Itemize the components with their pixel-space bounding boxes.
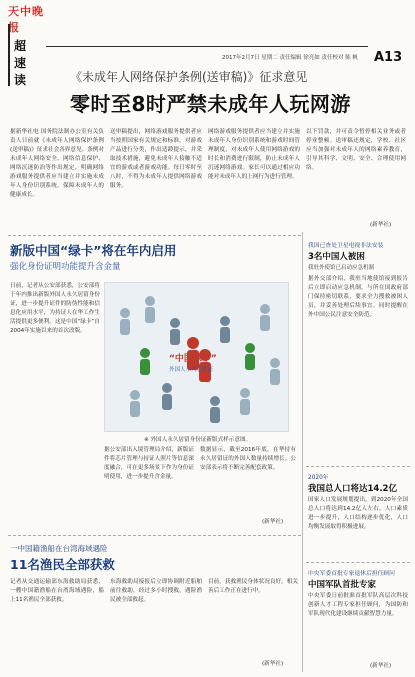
fishermen-kicker: 一中国籍渔船在台湾海域遇险 bbox=[10, 544, 108, 553]
green-card-photo bbox=[104, 282, 289, 432]
sidebar-title-2: 我国总人口将达14.2亿 bbox=[308, 484, 397, 494]
lead-column-3: 网络游戏服务提供者应当建立并实施未成年人身份识别系统和游戏时间管理制度，对未成年人使用网络游戏的时长和消费进行限制，防止未成年人沉迷网络游戏。家长可以通过相应功能对未成年人的上网行为进行管理。 bbox=[208, 129, 300, 180]
sidebar-text-3: 中央军委日前批准首批军队高层次科技创新人才工程专家担任顾问，为国防和军队现代化建设继续贡献智慧力量。 bbox=[308, 593, 408, 617]
sidebar-text-1: 据外交部介绍，我驻当地使馆接到报告后立即启动应急机制，与所在国政府部门保持密切联系，要求全力搜救被困人员，并妥善处理后续事宜。同时提醒在外中国公民注意安全防范。 bbox=[308, 276, 408, 318]
page-number: A13 bbox=[374, 50, 403, 65]
header-rule bbox=[46, 46, 368, 47]
sidebar-byline: (新华社) bbox=[370, 663, 392, 669]
section-label-line2: 速读 bbox=[14, 56, 27, 87]
sidebar-title-3: 中国军队首批专家 bbox=[308, 580, 377, 590]
sidebar-kicker-1: 我国已查处卫星电视非法安装 bbox=[308, 243, 384, 249]
divider bbox=[306, 466, 410, 467]
lead-kicker: 《未成年人网络保护条例(送审稿)》征求意见 bbox=[70, 70, 308, 84]
fishermen-column-1: 记者从交通运输部东海救助局获悉，一艘中国籍渔船在台湾海域遇险，船上11名渔民全部获救。 bbox=[10, 579, 104, 603]
divider bbox=[8, 235, 301, 236]
photo-sublabel: 外国人永久居留证 bbox=[169, 367, 214, 373]
green-card-column-1: 日前，记者从公安部获悉，公安部将于年内推出新版外国人永久居留身份证，进一步提升证件的防伪性能和信息化应用水平，为持证人在华工作生活提供更多便利。这是中国“绿卡”自2004年实施以来的首次改版。 bbox=[10, 283, 100, 334]
green-card-column-3: 数据显示，截至2016年底，在华持有永久居留证的外国人数量持续增长。公安部表示将不断完善配套政策。 bbox=[200, 447, 296, 471]
section-label-line1: 超 bbox=[14, 39, 27, 53]
photo-caption: ※ 外国人永久居留身份证新版式样示意图。 bbox=[144, 437, 252, 443]
sidebar-text-2: 国家人口发展规划提出，到2020年全国总人口将达到14.2亿人左右，人口素质进一步提升，人口结构逐步优化，人口均衡发展取得积极进展。 bbox=[308, 497, 408, 530]
divider bbox=[8, 535, 301, 536]
sidebar-subtitle-1: 我驻外使馆已启动应急机制 bbox=[308, 265, 375, 271]
header-meta: 2017年2月7日 星期二 责任编辑 徐亮如 责任校对 陈 帆 bbox=[222, 55, 358, 61]
fishermen-column-3: 目前，获救渔民身体状况良好，相关善后工作正在进行中。 bbox=[208, 579, 298, 594]
lead-byline: (新华社) bbox=[370, 222, 392, 228]
lead-column-4: 以下罚款，并可责令暂停相关业务或者停业整顿。送审稿还规定，学校、社区应当加强对未成年人的网络素养教育，引导其科学、文明、安全、合理使用网络。 bbox=[306, 129, 406, 171]
sidebar-kicker-3: 中央军委首批专家退休后担任顾问 bbox=[308, 571, 395, 577]
lead-column-2: 送审稿提出，网络游戏服务提供者应当按照国家有关规定和标准，对游戏产品进行分类，作出适龄提示，并采取技术措施，避免未成年人接触不适宜的游戏或者游戏功能。每日零时至八时，不得为未成年人提供网络游戏服务。 bbox=[110, 129, 202, 189]
fishermen-byline: (新华社) bbox=[262, 661, 284, 667]
green-card-byline: (新华社) bbox=[262, 519, 284, 525]
lead-headline: 零时至8时严禁未成年人玩网游 bbox=[70, 92, 351, 116]
fishermen-column-2: 东海救助局接报后立即协调附近船舶前往救助，经过多小时搜救，遇险渔民被全部救起。 bbox=[110, 579, 202, 603]
green-card-title: 新版中国“绿卡”将在年内启用 bbox=[10, 243, 177, 258]
lead-column-1: 据新华社电 国务院法制办公室有关负责人日前就《未成年人网络保护条例(送审稿)》征求社会各界意见。条例对未成年人网络安全、网络信息保护、网络沉迷防治等作出规定，明确网络游戏服务提供者应当建立并实施未成年人身份识别系统，保障未成年人的健康成长。 bbox=[10, 129, 104, 198]
column-rule bbox=[302, 232, 303, 672]
section-label bbox=[8, 24, 30, 86]
divider bbox=[306, 562, 410, 563]
photo-label: “中国绿卡” bbox=[169, 354, 217, 364]
green-card-subtitle: 强化身份证明功能提升含金量 bbox=[10, 262, 121, 272]
green-card-column-2: 据公安部出入境管理局介绍，新版证件将芯片管理与持证人照片等信息深度融合，可在更多场景下作为身份证明使用，进一步提升含金量。 bbox=[104, 447, 194, 480]
fishermen-title: 11名渔民全部获救 bbox=[10, 557, 115, 572]
newspaper-logo: 天中晚报 bbox=[8, 5, 44, 34]
sidebar-title-1: 3名中国人被困 bbox=[308, 252, 365, 262]
sidebar-kicker-2: 2020年 bbox=[308, 475, 329, 481]
